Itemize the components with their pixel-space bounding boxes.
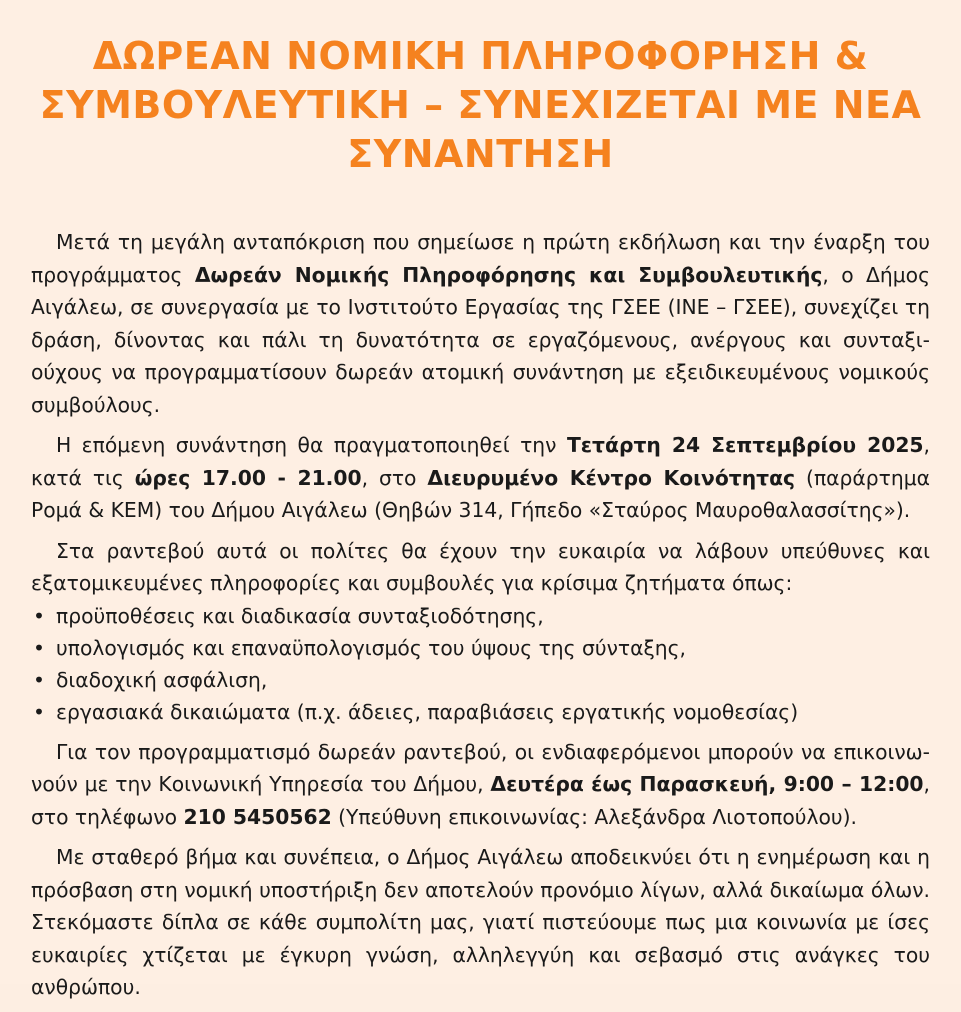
page-title (0, 32, 961, 179)
list-item (31, 664, 930, 696)
meeting-paragraph (31, 429, 930, 527)
text-span: (Υπεύθυνη επικοινωνίας: Αλεξάνδρα Λιοτοπούλου). (331, 804, 857, 829)
text-span: , στο (361, 465, 428, 490)
title-line-2: ΣΥΜΒΟΥΛΕΥΤΙΚΗ – ΣΥΝΕΧΙΖΕΤΑΙ ΜΕ ΝΕΑ (39, 83, 922, 127)
title-line-3: ΣΥΝΑΝΤΗΣΗ (347, 132, 614, 176)
meeting-hours: ώρες 17.00 - 21.00 (134, 465, 362, 490)
bullet-icon: • (33, 667, 45, 692)
closing-paragraph: Με σταθερό βήμα και συνέπεια, ο Δήμος Αιγάλεω αποδεικνύει ότι η ενημέρωση και η πρόσβαση στη νομική υποστήριξη δεν αποτελούν προνόμιο λίγων, αλλά δικαίωμα όλων. Στεκόμαστε δίπλα σε κάθε συμπολίτη μας, γιατί πιστεύουμε πως μια κοινωνία με ίσες ευκαιρίες χτίζεται με έγκυρη γνώση, αλληλεγγύη και σεβασμό στις ανάγκες του ανθρώπου. (31, 845, 930, 999)
text-span: , ο Δήμος Αιγάλεω, σε συνεργασία με το Ινστιτούτο Εργασίας της ΓΣΕΕ (ΙΝΕ – ΓΣΕΕ), συνεχίζει τη δράση, δίνοντας και πάλι τη δυνατότητα σε εργαζόμενους, ανέργους και συνταξιούχους να προγραμματίσουν δωρεάν ατομική συνάντηση με εξειδικευμένους νομικούς συμβούλους. (31, 262, 930, 417)
contact-schedule: Δευτέρα έως Παρασκευή, 9:00 – 12:00 (490, 772, 924, 796)
text-span: Η επόμενη συνάντηση θα πραγματοποιηθεί την (56, 433, 567, 457)
text-span: Για τον προγραμματισμό δωρεάν ραντεβού, οι ενδιαφερόμενοι μπορούν να επικοινωνούν με την Κοινωνική Υπηρεσία του Δήμου, (31, 739, 930, 796)
list-item-text: εργασιακά δικαιώματα (π.χ. άδειες, παραβιάσεις εργατικής νομοθεσίας) (56, 699, 799, 724)
list-item-text: υπολογισμός και επαναϋπολογισμός του ύψους της σύνταξης, (56, 635, 686, 660)
list-item (31, 600, 930, 632)
topics-list (31, 600, 930, 728)
list-item-text: προϋποθέσεις και διαδικασία συνταξιοδότησης, (56, 603, 544, 628)
topics-intro-paragraph: Στα ραντεβού αυτά οι πολίτες θα έχουν την ευκαιρία να λάβουν υπεύθυνες και εξατομικευμένες πληροφορίες και συμβουλές για κρίσιμα ζητήματα όπως: (31, 538, 930, 595)
article-body (31, 226, 930, 1012)
title-line-1: ΔΩΡΕΑΝ ΝΟΜΙΚΗ ΠΛΗΡΟΦΟΡΗΣΗ & (92, 34, 869, 78)
list-item (31, 632, 930, 664)
text-span: (παράρτημα Ρομά & ΚΕΜ) του Δήμου Αιγάλεω (Θηβών 314, Γήπεδο «Σταύρος Μαυροθαλασσίτης»). (31, 465, 930, 522)
bullet-icon: • (33, 603, 45, 628)
meeting-date: Τετάρτη 24 Σεπτεμβρίου 2025 (566, 433, 924, 457)
program-name: Δωρεάν Νομικής Πληροφόρησης και Συμβουλευτικής (194, 262, 823, 287)
intro-paragraph (31, 226, 930, 421)
bullet-icon: • (33, 699, 45, 724)
list-item (31, 696, 930, 728)
bullet-icon: • (33, 635, 45, 660)
text-span: , στο τηλέφωνο (31, 772, 930, 829)
contact-paragraph (31, 736, 930, 834)
list-item-text: διαδοχική ασφάλιση, (56, 667, 268, 692)
text-span: Μετά τη μεγάλη ανταπόκριση που σημείωσε η πρώτη εκδήλωση και την έναρξη του προγράμματος (31, 230, 930, 287)
text-span: , κατά τις (31, 433, 930, 490)
contact-phone: 210 5450562 (183, 804, 332, 829)
meeting-place: Διευρυμένο Κέντρο Κοινότητας (427, 465, 796, 490)
